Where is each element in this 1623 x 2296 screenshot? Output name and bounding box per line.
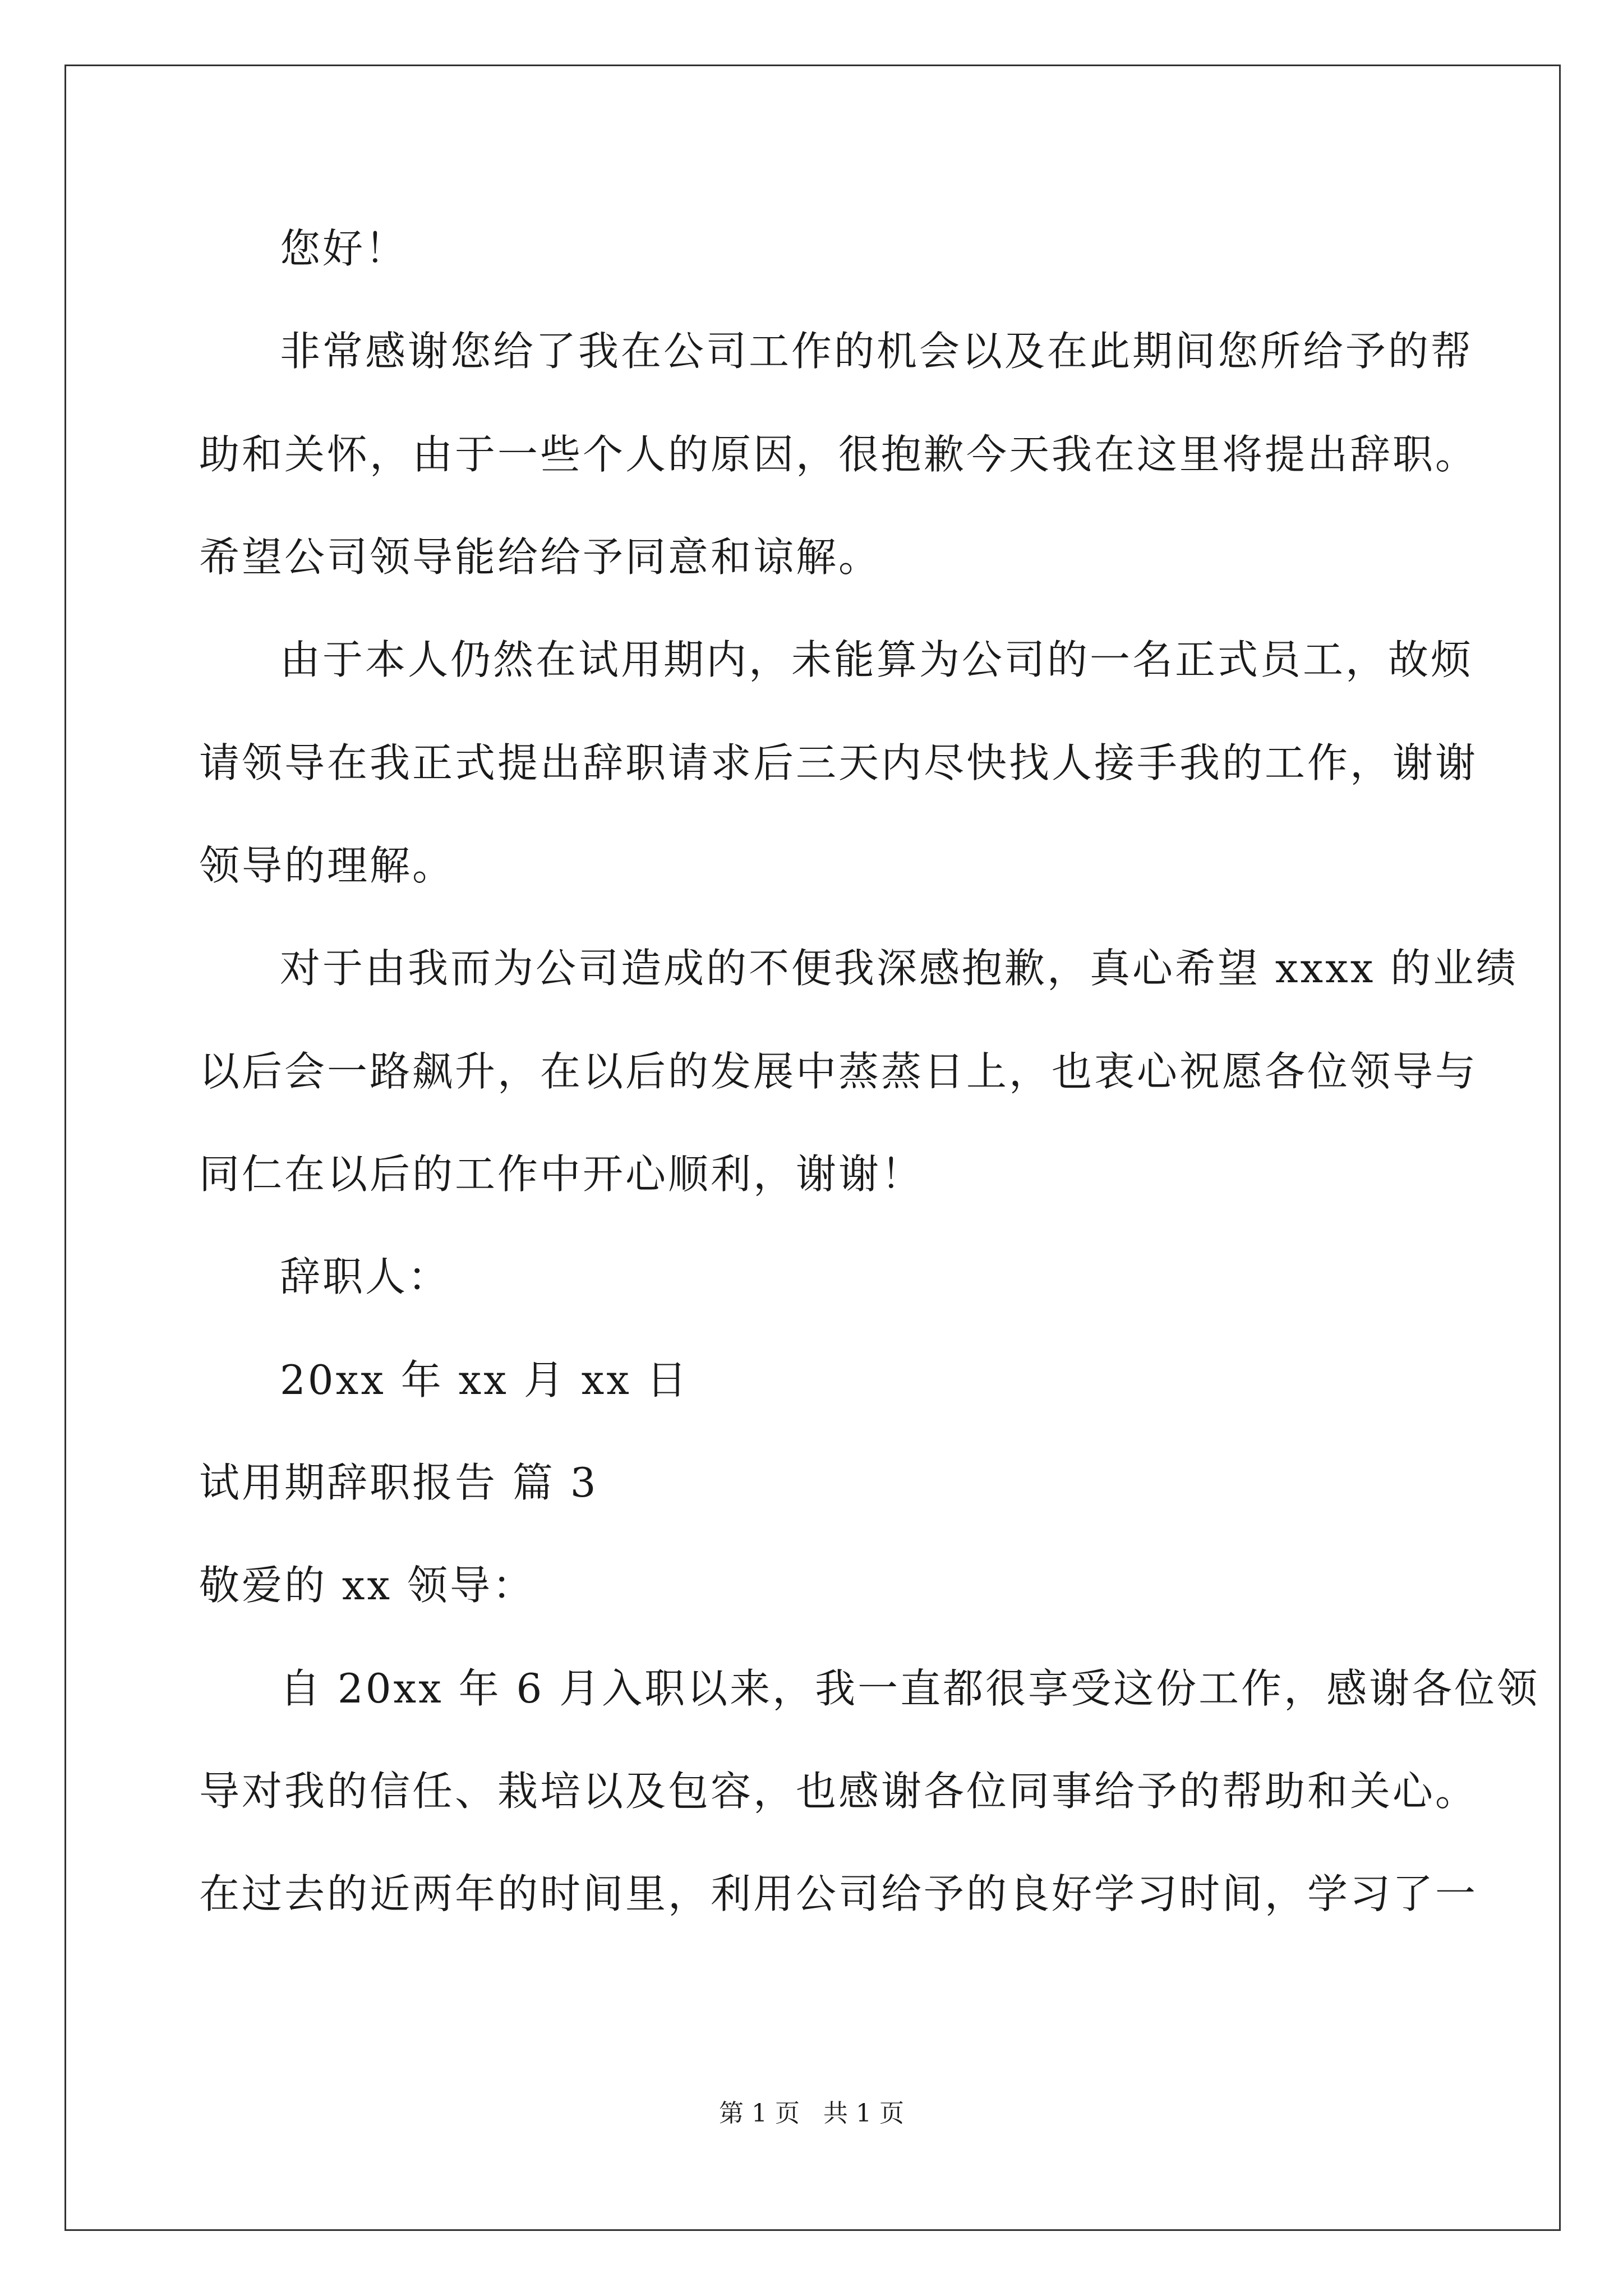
greeting: 您好！	[280, 225, 408, 272]
paragraph-line: 由于本人仍然在试用期内，未能算为公司的一名正式员工，故烦	[280, 636, 1474, 683]
paragraph-line: 领导的理解。	[199, 842, 455, 889]
salutation: 敬爱的 xx 领导：	[199, 1562, 535, 1609]
paragraph-line: 非常感谢您给了我在公司工作的机会以及在此期间您所给予的帮	[280, 328, 1474, 375]
paragraph-line: 在过去的近两年的时间里，利用公司给予的良好学习时间，学习了一	[199, 1870, 1478, 1917]
date-line: 20xx 年 xx 月 xx 日	[280, 1356, 689, 1404]
page-footer: 第 1 页 共 1 页	[719, 2099, 904, 2128]
paragraph-line: 希望公司领导能给给予同意和谅解。	[199, 533, 882, 581]
paragraph-line: 对于由我而为公司造成的不便我深感抱歉，真心希望 xxxx 的业绩	[280, 945, 1519, 992]
signature-label: 辞职人：	[280, 1253, 451, 1300]
section-title: 试用期辞职报告 篇 3	[199, 1459, 598, 1506]
paragraph-line: 助和关怀，由于一些个人的原因，很抱歉今天我在这里将提出辞职。	[199, 431, 1478, 478]
paragraph-line: 以后会一路飙升，在以后的发展中蒸蒸日上，也衷心祝愿各位领导与	[199, 1048, 1478, 1095]
paragraph-line: 导对我的信任、栽培以及包容，也感谢各位同事给予的帮助和关心。	[199, 1768, 1478, 1815]
paragraph-line: 同仁在以后的工作中开心顺利，谢谢！	[199, 1151, 924, 1198]
paragraph-line: 自 20xx 年 6 月入职以来，我一直都很享受这份工作，感谢各位领	[280, 1665, 1540, 1712]
paragraph-line: 请领导在我正式提出辞职请求后三天内尽快找人接手我的工作，谢谢	[199, 739, 1478, 786]
